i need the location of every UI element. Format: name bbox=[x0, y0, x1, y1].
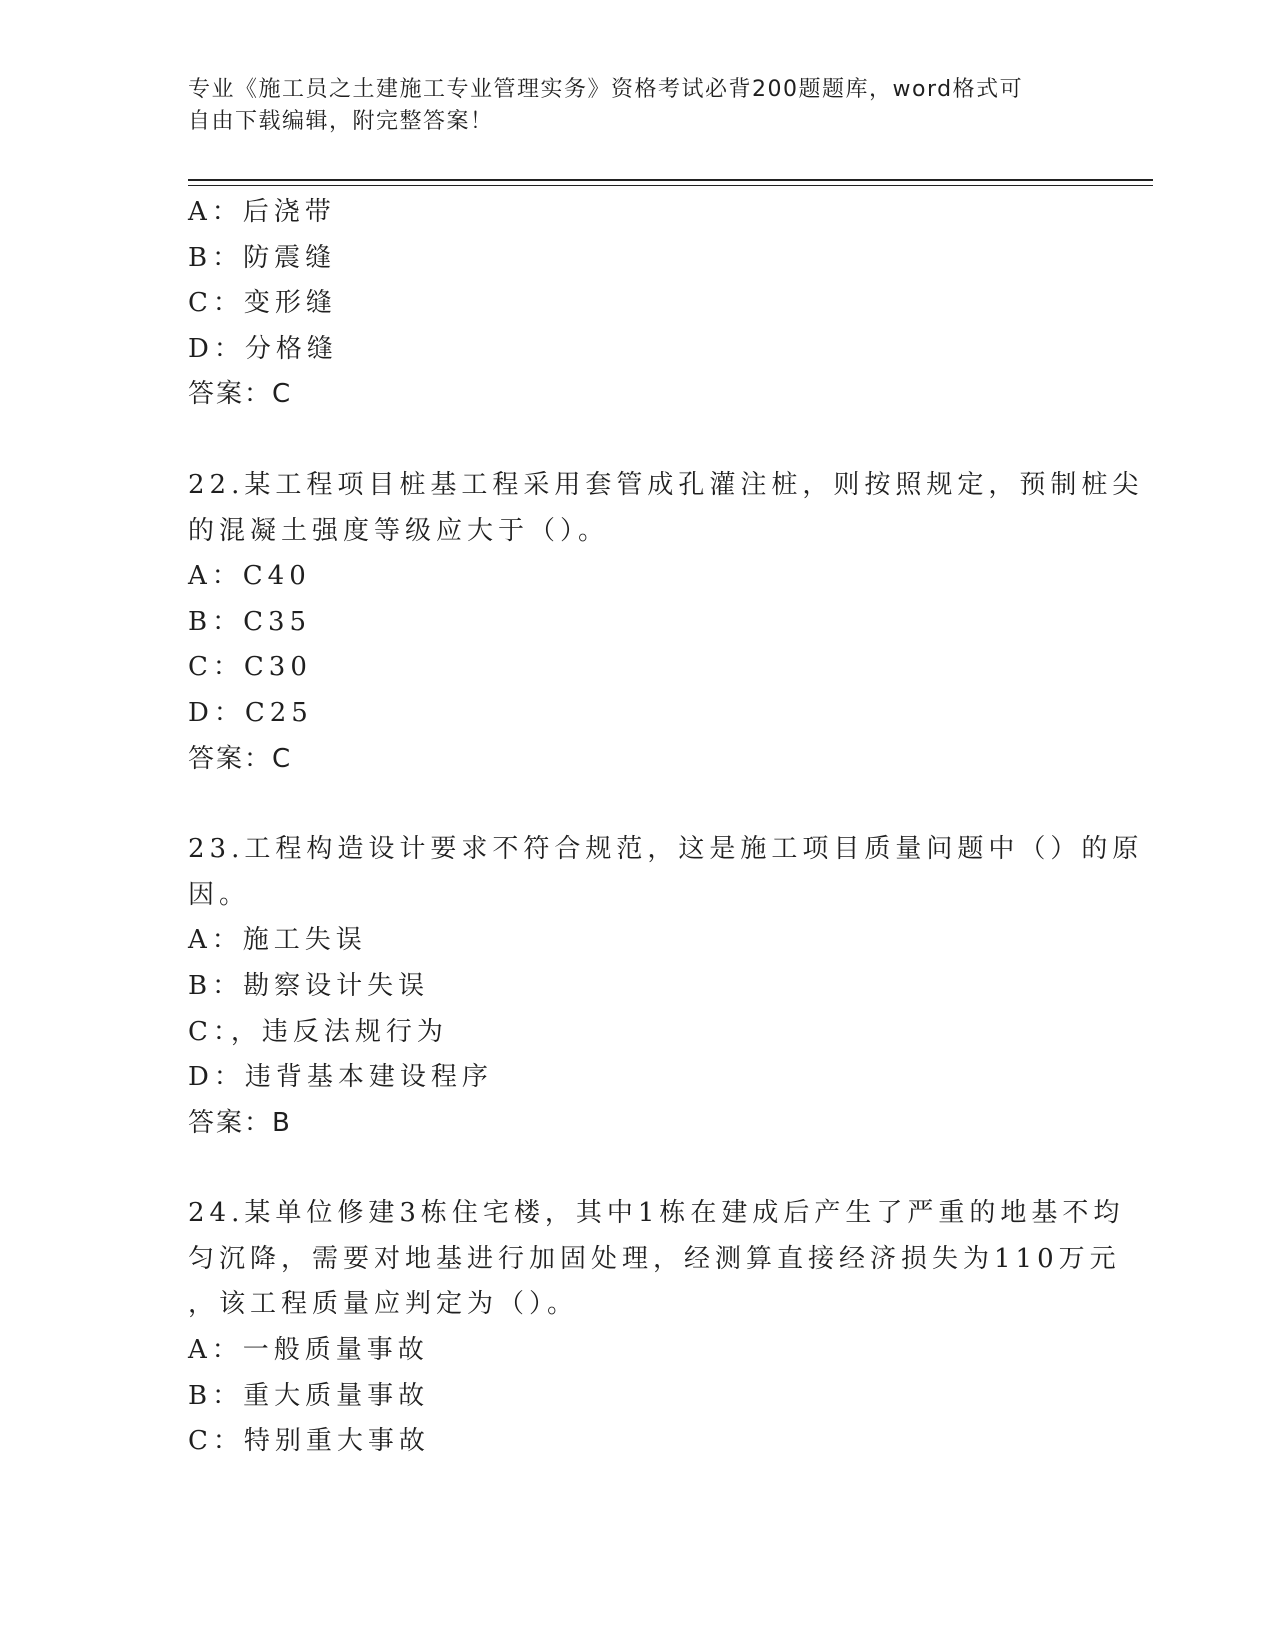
option-b: B：防震缝 bbox=[188, 242, 337, 273]
question-23-block bbox=[188, 827, 1144, 1146]
question-text-line: ，该工程质量应判定为（）。 bbox=[188, 1289, 579, 1320]
question-text-line: 因。 bbox=[188, 879, 251, 910]
question-text-line: 22.某工程项目桩基工程采用套管成孔灌注桩，则按照规定，预制桩尖 bbox=[188, 469, 1144, 500]
option-a: A：一般质量事故 bbox=[188, 1335, 429, 1366]
option-b: B：勘察设计失误 bbox=[188, 970, 430, 1001]
question-21-block bbox=[188, 190, 1088, 418]
option-b: B：C35 bbox=[188, 606, 312, 637]
spacer bbox=[188, 418, 1088, 463]
option-c: C：特别重大事故 bbox=[188, 1426, 430, 1457]
spacer bbox=[188, 1146, 1088, 1191]
header-line-1: 专业《施工员之土建施工专业管理实务》资格考试必背200题题库，word格式可 bbox=[188, 77, 1024, 102]
question-text-line: 匀沉降，需要对地基进行加固处理，经测算直接经济损失为110万元 bbox=[188, 1243, 1121, 1274]
option-d: D：C25 bbox=[188, 697, 313, 728]
question-22-block bbox=[188, 463, 1144, 782]
option-a: A：后浇带 bbox=[188, 197, 336, 227]
document-header bbox=[188, 74, 1078, 138]
option-c: C：变形缝 bbox=[188, 288, 337, 319]
option-c: C：，违反法规行为 bbox=[188, 1016, 448, 1047]
option-d: D：分格缝 bbox=[188, 333, 338, 364]
question-24-block bbox=[188, 1191, 1125, 1465]
question-text-line: 24.某单位修建3栋住宅楼，其中1栋在建成后产生了严重的地基不均 bbox=[188, 1198, 1125, 1229]
option-c: C：C30 bbox=[188, 652, 312, 683]
answer-line: 答案：B bbox=[188, 1107, 292, 1138]
question-list bbox=[188, 190, 1144, 1465]
answer-line: 答案：C bbox=[188, 379, 293, 410]
header-divider-thick bbox=[188, 179, 1153, 181]
option-d: D：违背基本建设程序 bbox=[188, 1062, 493, 1093]
option-a: A：C40 bbox=[188, 561, 311, 592]
header-line-2: 自由下载编辑，附完整答案！ bbox=[188, 109, 494, 134]
option-a: A：施工失误 bbox=[188, 925, 367, 956]
spacer bbox=[188, 782, 1088, 827]
answer-line: 答案：C bbox=[188, 743, 293, 774]
question-text-line: 23.工程构造设计要求不符合规范，这是施工项目质量问题中（）的原 bbox=[188, 834, 1144, 865]
header-divider-thin bbox=[188, 185, 1153, 186]
option-b: B：重大质量事故 bbox=[188, 1380, 430, 1411]
question-text-line: 的混凝土强度等级应大于（）。 bbox=[188, 515, 610, 546]
